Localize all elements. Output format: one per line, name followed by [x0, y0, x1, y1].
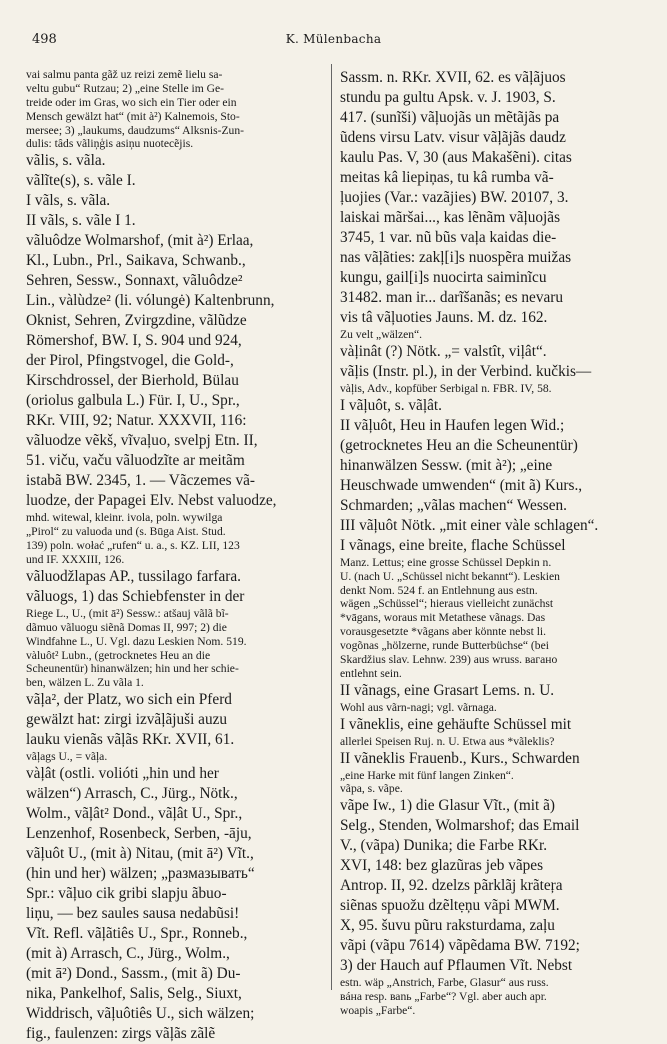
text-line: woapis „Farbe“.	[340, 1004, 416, 1018]
text-line: vãluogs, 1) das Schiebfenster in der	[26, 587, 245, 605]
text-line: Kl., Lubn., Prl., Saikava, Schwanb.,	[26, 252, 246, 270]
text-line: Oknist, Sehren, Zvirgzdine, vãlũdze	[26, 312, 247, 330]
text-line: 139) poln. wołać „rufen“ u. a., s. KZ. LII, 123	[26, 539, 240, 553]
text-line: vãpa, s. vãpe.	[340, 782, 403, 796]
text-line: 417. (sunĩši) vãļuojãs un mẽtãjãs pa	[340, 109, 560, 126]
text-line: Wohl aus vãrn-nagi; vgl. vãrnaga.	[340, 700, 497, 714]
text-line: XVI, 148: bez glazũras jeb vãpes	[340, 857, 544, 875]
text-line: kungu, gail[i]s nuocirta saiminĩcu	[340, 269, 547, 286]
text-line: (getrocknetes Heu an die Scheunentür)	[340, 436, 578, 454]
text-line: Skardžius slav. Lehnw. 239) aus wruss. вагано	[340, 653, 558, 667]
text-line: laiskai mãršai..., kas lẽnãm vãļuojãs	[340, 209, 561, 226]
text-line: I vãnags, eine breite, flache Schüssel	[340, 536, 566, 554]
text-line: *vāgans, woraus mit Metathese vãnags. Das	[340, 611, 546, 625]
text-line: vai salmu panta gãž uz reizi zemẽ lielu sa-	[26, 68, 223, 81]
text-line: nas vãļãties: zakļ[i]s nuospẽra muižas	[340, 249, 572, 266]
text-line: siẽnas spuožu dzẽltẹņu vãpi MWM.	[340, 897, 560, 915]
text-line: ben, wälzen L. Zu vãla 1.	[26, 676, 144, 690]
text-line: hinanwälzen Sessw. (mit à²); „eine	[340, 456, 553, 474]
text-line: Scheunentür) hinanwälzen; hin und her schie-	[26, 662, 239, 676]
left-column	[26, 68, 324, 1043]
text-line: nika, Pankelhof, Salis, Selg., Siuxt,	[26, 985, 242, 1003]
text-line: vàluôt² Lubn., (getrocknetes Heu an die	[26, 648, 211, 662]
text-line: вáна resp. ваnь „Farbe“? Vgl. aber auch apr.	[340, 990, 547, 1004]
text-line: Schmarden; „vãlas machen“ Wessen.	[340, 496, 568, 514]
text-line: II vãļuôt, Heu in Haufen legen Wid.;	[340, 416, 565, 434]
text-line: dãmuo vãluogu siẽnã Domas II, 997; 2) die	[26, 620, 227, 634]
text-line: luodze, der Papagei Elv. Nebst valuodze,	[26, 492, 277, 510]
text-line: vàļis, Adv., kopfüber Serbigal n. FBR. IV, 58.	[340, 381, 552, 395]
text-line: vãļags U., = vãļa.	[26, 750, 108, 764]
text-line: liņu, — bez saules sausa nedabũsi!	[26, 905, 240, 923]
text-line: vãpe Iw., 1) die Glasur Vĩt., (mit ã)	[340, 797, 555, 815]
text-line: vãluodze vẽkš, vĩvaļuo, svelpj Etn. II,	[26, 432, 258, 450]
text-line: wägen „Schüssel“; hieraus vielleicht zunächst	[340, 597, 554, 611]
text-line: vorausgesetzte *vãgans aber könnte nebst li.	[340, 625, 547, 639]
text-line: I vãļuôt, s. vãļât.	[340, 396, 442, 414]
text-line: RKr. VIII, 92; Natur. XXXVII, 116:	[26, 412, 247, 430]
page-header	[32, 32, 635, 52]
text-line: mhd. witewal, kleinr. ivola, poln. wywilga	[26, 511, 223, 525]
text-line: II vãnags, eine Grasart Lems. n. U.	[340, 681, 555, 699]
text-line: Wolm., vãļât² Dond., vãļât U., Spr.,	[26, 805, 243, 823]
text-line: 31482. man ir... darĩšanãs; es nevaru	[340, 289, 564, 306]
text-line: Widdrisch, vãļuôtiês U., sich wälzen;	[26, 1005, 255, 1023]
text-line: stundu pa gultu Apsk. v. J. 1903, S.	[340, 89, 556, 106]
text-line: Römershof, BW. I, S. 904 und 924,	[26, 332, 242, 350]
text-line: „eine Harke mit fünf langen Zinken“.	[340, 768, 514, 782]
text-line: ũdens virsu Latv. visur vãļãjãs daudz	[340, 129, 566, 146]
text-line: der Pirol, Pfingstvogel, die Gold-,	[26, 352, 234, 370]
text-line: lauku vienãs vãļãs RKr. XVII, 61.	[26, 731, 235, 749]
text-line: V., (vãpa) Dunika; die Farbe RKr.	[340, 837, 548, 855]
right-column	[340, 68, 650, 1018]
text-line: wälzen“) Arrasch, C., Jürg., Nötk.,	[26, 785, 238, 803]
text-line: allerlei Speisen Ruj. n. U. Etwa aus *vãleklis?	[340, 734, 555, 748]
text-line: estn. wäp „Anstrich, Farbe, Glasur“ aus russ.	[340, 976, 549, 990]
text-line: vàļât (ostli. volióti „hin und her	[26, 765, 219, 783]
text-line: vãpi (vãpu 7614) vãpẽdama BW. 7192;	[340, 937, 580, 955]
text-line: I vãls, s. vãla.	[26, 192, 111, 210]
text-line: denkt Nom. 524 f. an Entlehnung aus estn.	[340, 583, 538, 597]
text-line: Lenzenhof, Rosenbeck, Serben, -āju,	[26, 825, 252, 843]
text-line: Antrop. II, 92. dzelzs pãrklãj krãteŗa	[340, 877, 563, 895]
text-line: 3745, 1 var. nũ bũs vaļa kaidas die-	[340, 229, 557, 246]
text-line: (oriolus galbula L.) Für. I, U., Spr.,	[26, 392, 240, 410]
text-line: vãlĩte(s), s. vãle I.	[26, 172, 136, 190]
text-line: 51. viču, vaču vãluodzĩte ar meitãm	[26, 452, 245, 470]
text-line: istabã BW. 2345, 1. — Vãczemes vã-	[26, 472, 255, 490]
text-line: vãļuôt U., (mit à) Nitau, (mit ā²) Vĩt.,	[26, 845, 254, 863]
text-line: gewälzt hat: zirgi izvãļãjuši auzu	[26, 711, 228, 729]
text-line: I vãneklis, eine gehäufte Schüssel mit	[340, 715, 572, 733]
text-line: treide oder im Gras, wo sich ein Tier oder ein	[26, 95, 237, 109]
text-line: ļuojies (Var.: vazãjies) BW. 20107, 3.	[340, 189, 569, 206]
text-line: vãļa², der Platz, wo sich ein Pferd	[26, 691, 232, 709]
text-line: veltu gubu“ Rutzau; 2) „eine Stelle im Ge-	[26, 81, 224, 95]
text-line: vãluôdze Wolmarshof, (mit à²) Erlaa,	[26, 232, 254, 250]
text-line: vogõnas „hölzerne, runde Butterbüchse“ (bei	[340, 639, 549, 653]
text-line: Heuschwade umwenden“ (mit ã) Kurs.,	[340, 476, 583, 494]
text-line: vis tâ vãļuoties Jauns. M. dz. 162.	[340, 309, 548, 326]
running-title: K. Mülenbacha	[285, 32, 382, 46]
text-line: mersee; 3) „laukums, daudzums“ Alksnis-Zun-	[26, 123, 244, 137]
text-line: 3) der Hauch auf Pflaumen Vĩt. Nebst	[340, 957, 573, 975]
text-line: Kirschdrossel, der Bierhold, Bülau	[26, 372, 239, 390]
text-line: Vĩt. Refl. vãļãtiês U., Spr., Ronneb.,	[26, 925, 248, 943]
text-line: Manz. Lettus; eine grosse Schüssel Depkin n.	[340, 555, 552, 569]
text-line: meitas kâ liepiņas, tu kâ rumba vã-	[340, 169, 554, 186]
text-line: vãluodžlapas AP., tussilago farfara.	[26, 567, 241, 585]
text-line: Spr.: vãļuo cik gribi slapju ãbuo-	[26, 885, 227, 903]
text-line: II vãneklis Frauenb., Kurs., Schwarden	[340, 749, 580, 767]
text-line: (hin und her) wälzen; „размазывать“	[26, 865, 255, 883]
text-line: vãļis (Instr. pl.), in der Verbind. kučkis—	[340, 362, 592, 380]
text-line: fig., faulenzen: zirgs vãļãs zãlẽ	[26, 1025, 216, 1043]
text-line: (mit à) Arrasch, C., Jürg., Wolm.,	[26, 945, 230, 963]
column-divider	[331, 64, 332, 990]
text-line: Selg., Stenden, Wolmarshof; das Email	[340, 817, 580, 835]
text-line: „Pirol“ zu valuoda und (s. Būga Aist. Stud.	[26, 525, 226, 539]
text-line: Mensch gewälzt hat“ (mit à²) Kalnemois, Sto-	[26, 109, 240, 123]
text-line: Lin., vàlùdze² (li. vólungė) Kaltenbrunn,	[26, 292, 275, 310]
text-line: Sehren, Sessw., Sonnaxt, vãluôdze²	[26, 272, 243, 290]
text-line: entlehnt sein.	[340, 666, 402, 680]
text-line: kaulu Pas. V, 30 (aus Makašẽni). citas	[340, 149, 572, 166]
text-line: Riege L., U., (mit ā²) Sessw.: atšauj vãlã bĩ-	[26, 606, 229, 620]
text-line: dulis: tâds vãliņģis asiņu nuotecẽjis.	[26, 137, 194, 151]
text-line: und IF. XXXIII, 126.	[26, 553, 125, 567]
text-line: U. (nach U. „Schüssel nicht bekannt“). Leskien	[340, 569, 560, 583]
text-line: Zu velt „wälzen“.	[340, 328, 423, 341]
text-line: (mit ā²) Dond., Sassm., (mit ã) Du-	[26, 965, 241, 983]
text-line: Sassm. n. RKr. XVII, 62. es vãļãjuos	[340, 69, 566, 86]
text-line: II vãls, s. vãle I 1.	[26, 212, 136, 230]
page-number: 498	[32, 32, 57, 47]
text-line: Windfahne L., U. Vgl. dazu Leskien Nom. 519.	[26, 634, 247, 648]
text-line: vàļinât (?) Nötk. „= valstît, viļât“.	[340, 342, 547, 360]
text-line: vãlis, s. vãla.	[26, 152, 106, 170]
text-line: III vãļuôt Nötk. „mit einer vàle schlagen“.	[340, 516, 599, 534]
text-line: X, 95. šuvu pũru raksturdama, zaļu	[340, 917, 555, 935]
